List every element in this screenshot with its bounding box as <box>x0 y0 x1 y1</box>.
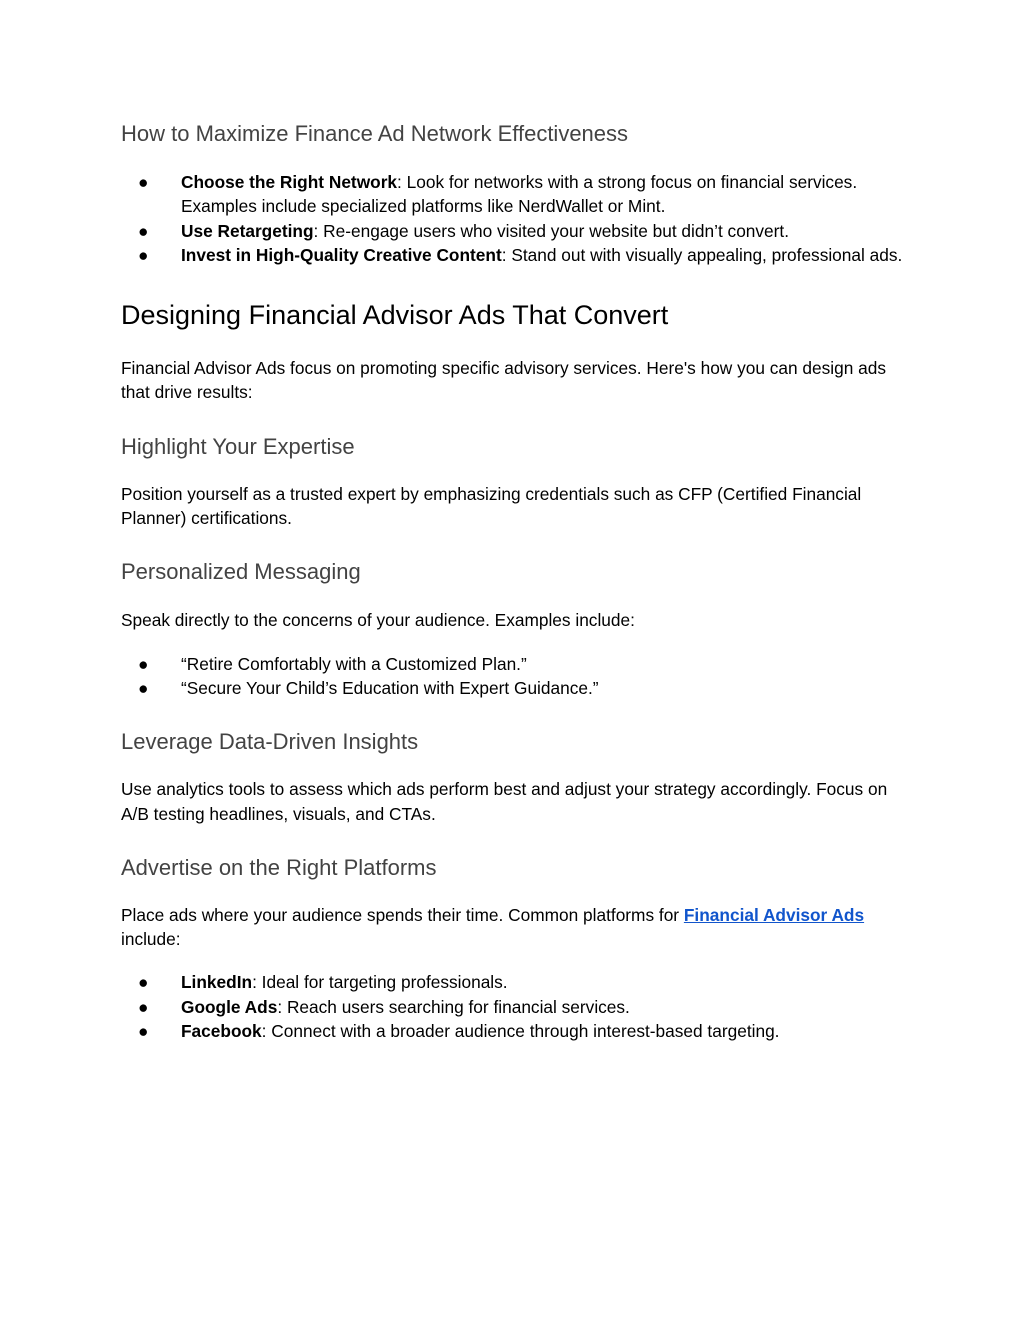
platforms-paragraph <box>121 903 906 952</box>
bullet-icon: ● <box>138 244 149 265</box>
platforms-text-before: Place ads where your audience spends their time. Common platforms for <box>121 904 684 925</box>
platforms-list <box>121 970 906 1043</box>
list-item-term: Facebook <box>181 1021 262 1042</box>
list-item-term: Choose the Right Network <box>181 172 398 192</box>
platforms-text-after: include: <box>121 929 181 950</box>
list-item-text: : Look for networks with a strong focus on financial services. Examples include specialized platforms like NerdWallet or Mint. <box>181 172 858 217</box>
bullet-icon: ● <box>138 677 149 698</box>
section-heading-platforms: Advertise on the Right Platforms <box>121 854 437 880</box>
list-item-term: Google Ads <box>181 996 278 1017</box>
bullet-icon: ● <box>138 996 149 1017</box>
designing-intro-paragraph: Financial Advisor Ads focus on promoting specific advisory services. Here's how you can design ads that drive results: <box>121 358 887 403</box>
data-insights-paragraph: Use analytics tools to assess which ads perform best and adjust your strategy accordingly. Focus on A/B testing headlines, visuals, and CTAs. <box>121 779 888 824</box>
list-item-text: : Reach users searching for financial services. <box>277 996 630 1017</box>
list-item <box>121 243 906 267</box>
financial-advisor-ads-link[interactable]: Financial Advisor Ads <box>683 904 865 925</box>
bullet-icon: ● <box>138 972 149 993</box>
personalized-examples-list <box>121 652 906 701</box>
bullet-icon: ● <box>138 653 149 674</box>
bullet-icon: ● <box>138 1021 149 1042</box>
list-item-term: LinkedIn <box>181 972 253 993</box>
expertise-paragraph: Position yourself as a trusted expert by emphasizing credentials such as CFP (Certified Financial Planner) certifications. <box>121 483 862 529</box>
section-heading-personalized: Personalized Messaging <box>121 559 361 585</box>
list-item <box>121 1019 906 1043</box>
list-item-text: : Re-engage users who visited your website but didn’t convert. <box>313 220 790 241</box>
list-item-term: Invest in High-Quality Creative Content <box>181 244 502 265</box>
section-heading-designing: Designing Financial Advisor Ads That Convert <box>121 300 669 331</box>
section-heading-expertise: Highlight Your Expertise <box>121 433 355 459</box>
list-item-text: : Ideal for targeting professionals. <box>252 972 508 993</box>
list-item-text: “Secure Your Child’s Education with Expert Guidance.” <box>181 677 599 698</box>
list-item-text: : Stand out with visually appealing, professional ads. <box>501 244 903 265</box>
section-heading-data-insights: Leverage Data-Driven Insights <box>121 729 419 755</box>
section-heading-maximize: How to Maximize Finance Ad Network Effectiveness <box>121 121 629 146</box>
bullet-icon: ● <box>138 172 149 192</box>
list-item <box>121 995 906 1019</box>
list-item-text: “Retire Comfortably with a Customized Plan.” <box>181 653 527 674</box>
list-item <box>121 676 906 700</box>
list-item <box>121 170 906 219</box>
personalized-paragraph: Speak directly to the concerns of your audience. Examples include: <box>121 610 635 631</box>
list-item-term: Use Retargeting <box>181 220 314 241</box>
list-item <box>121 970 906 994</box>
list-item-text: : Connect with a broader audience through interest-based targeting. <box>261 1021 780 1042</box>
network-tips-list <box>121 170 906 267</box>
bullet-icon: ● <box>138 220 149 241</box>
list-item <box>121 219 906 243</box>
list-item <box>121 652 906 676</box>
